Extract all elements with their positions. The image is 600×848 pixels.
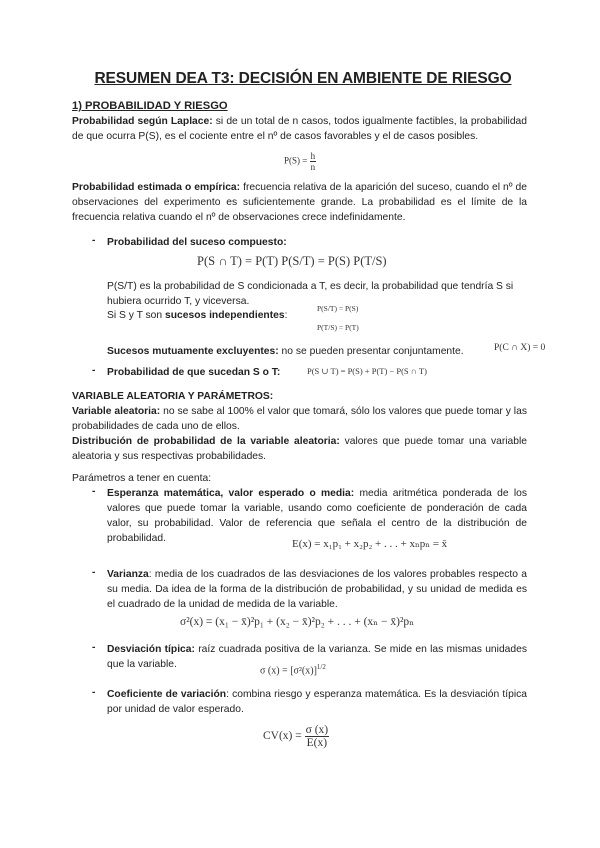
esperanza-text: media aritmética ponderada de los valores que puede tomar la variable, usando como coeficiente de ponderación de cada valor, su probabilidad. Valor de referencia que señala el centro de la distribución de probabilidad. <box>107 488 527 544</box>
section-heading-variable-aleatoria: VARIABLE ALEATORIA Y PARÁMETROS: <box>72 391 274 402</box>
laplace-formula-lhs: P(S) = <box>284 155 310 166</box>
section-heading-probabilidad: 1) PROBABILIDAD Y RIESGO <box>72 100 228 112</box>
cv-paragraph <box>107 687 527 717</box>
varianza-term: Varianza <box>107 569 149 580</box>
varianza-paragraph <box>107 567 527 612</box>
empirica-text: frecuencia relativa de la aparición del suceso, cuando el nº de observaciones del experimento es suficientemente grande. La probabilidad es el límite de la frecuencia relativa cuando el nº de observaciones crece indefinidamente. <box>72 182 527 223</box>
union-formula: P(S ∪ T) = P(S) + P(T) − P(S ∩ T) <box>307 366 427 376</box>
laplace-text: si de un total de n casos, todos igualmente factibles, la probabilidad de que ocurra P(S), es el cociente entre el nº de casos favorables y el de casos posibles. <box>72 116 527 142</box>
laplace-paragraph <box>72 114 527 144</box>
empirica-paragraph <box>72 180 527 225</box>
cv-formula <box>263 724 329 749</box>
laplace-fraction <box>310 151 317 172</box>
varianza-text: : media de los cuadrados de las desviaciones de los valores probables respecto a su media. Da idea de la forma de la distribución de probabilidad, y su unidad de medida es el cuadrado de la unidad de medida de la variable. <box>107 569 527 610</box>
excluyentes-term: Sucesos mutuamente excluyentes: <box>107 346 279 357</box>
bullet-dash: - <box>92 235 96 246</box>
independientes-line <box>107 308 287 323</box>
compuesto-text: P(S/T) es la probabilidad de S condicionada a T, es decir, la probabilidad que tendría S si hubiera ocurrido T, y viceversa. <box>107 281 514 307</box>
excluyentes-line <box>107 344 464 359</box>
bullet-dash: - <box>92 486 96 497</box>
esperanza-term: Esperanza matemática, valor esperado o media: <box>107 488 355 499</box>
laplace-fraction-num: h <box>310 151 316 161</box>
desviacion-term: Desviación típica: <box>107 644 195 655</box>
cv-fraction-den: E(x) <box>306 737 328 749</box>
cv-fraction-num: σ (x) <box>305 724 329 736</box>
va-text: no se sabe al 100% el valor que tomará, sólo los valores que puede tomar y las probabilidades de cada uno de ellos. <box>72 406 527 432</box>
bullet-dash: - <box>92 365 96 376</box>
independientes-formula-1: P(S/T) = P(S) <box>317 304 359 313</box>
compuesto-formula: P(S ∩ T) = P(T) P(S/T) = P(S) P(T/S) <box>197 254 387 268</box>
laplace-term: Probabilidad según Laplace: <box>72 116 213 127</box>
dist-text: valores que puede tomar una variable aleatoria y sus respectivas probabilidades. <box>72 436 528 462</box>
cv-text: : combina riesgo y esperanza matemática. Es la desviación típica por unidad de valor esperado. <box>107 689 527 715</box>
cv-fraction <box>305 724 329 749</box>
desviacion-formula-exp: 1/2 <box>316 663 326 671</box>
dist-term: Distribución de probabilidad de la variable aleatoria: <box>72 436 340 447</box>
union-term: Probabilidad de que sucedan S o T: <box>107 367 281 378</box>
independientes-post: : <box>284 310 288 321</box>
variable-aleatoria-paragraph <box>72 404 527 434</box>
document-title: RESUMEN DEA T3: DECISIÓN EN AMBIENTE DE RIESGO <box>94 70 512 87</box>
excluyentes-text: no se pueden presentar conjuntamente. <box>278 346 464 357</box>
independientes-pre: Si S y T son <box>107 310 165 321</box>
desviacion-formula-base: σ (x) = [σ²(x)] <box>260 665 317 677</box>
cv-formula-lhs: CV(x) = <box>263 730 305 743</box>
laplace-fraction-den: n <box>310 162 316 172</box>
bullet-dash: - <box>92 567 96 578</box>
desviacion-text: raíz cuadrada positiva de la varianza. Se mide en las mismas unidades que la variable. <box>107 644 527 670</box>
parametros-intro: Parámetros a tener en cuenta: <box>72 473 212 484</box>
empirica-term: Probabilidad estimada o empírica: <box>72 182 241 193</box>
excluyentes-formula: P(C ∩ X) = 0 <box>494 343 546 353</box>
compuesto-term: Probabilidad del suceso compuesto: <box>107 237 287 248</box>
desviacion-formula <box>260 663 326 676</box>
independientes-term: sucesos independientes <box>165 310 285 321</box>
laplace-formula <box>284 151 316 172</box>
independientes-formula-2: P(T/S) = P(T) <box>317 323 359 332</box>
cv-term: Coeficiente de variación <box>107 689 227 700</box>
varianza-formula: σ²(x) = (x₁ − x̄)²p₁ + (x₂ − x̄)²p₂ + . . . + (xₙ − x̄)²pₙ <box>180 616 415 628</box>
bullet-dash: - <box>92 687 96 698</box>
va-term: Variable aleatoria: <box>72 406 161 417</box>
bullet-dash: - <box>92 642 96 653</box>
esperanza-formula: E(x) = x₁p₁ + x₂p₂ + . . . + xₙpₙ = x̄ <box>292 538 448 550</box>
distribucion-paragraph <box>72 434 527 464</box>
